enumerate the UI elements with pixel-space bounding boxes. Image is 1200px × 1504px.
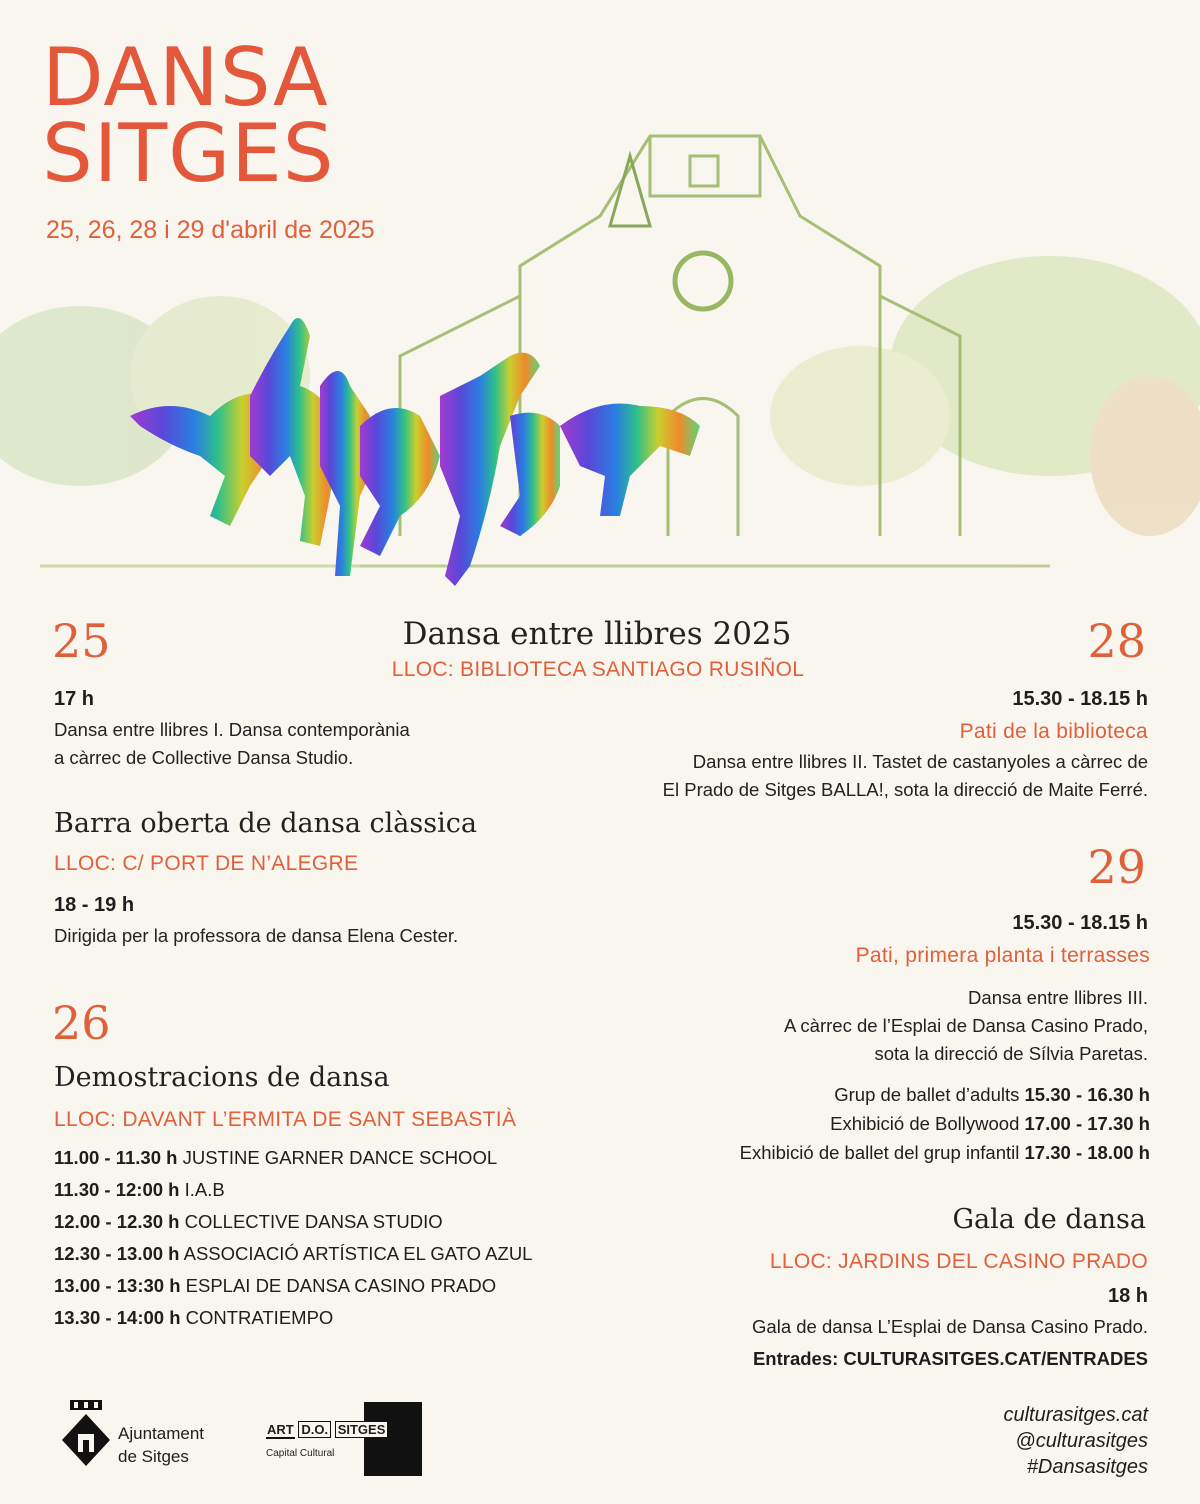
day-25-desc-line-2: a càrrec de Collective Dansa Studio. — [54, 747, 354, 768]
schedule-time: 11.30 - 12:00 h — [54, 1179, 180, 1200]
artdo-wordmark — [266, 1422, 388, 1437]
title-line-2: SITGES — [42, 107, 335, 200]
artdo-art: ART — [267, 1422, 294, 1437]
session-row — [740, 1138, 1150, 1167]
session-row — [740, 1109, 1150, 1138]
day-28-place: Pati de la biblioteca — [959, 720, 1148, 743]
schedule-performer: I.A.B — [184, 1179, 225, 1200]
schedule-row — [54, 1142, 532, 1174]
schedule-performer: CONTRATIEMPO — [185, 1307, 334, 1328]
day-29-sessions — [740, 1080, 1150, 1167]
schedule-performer: COLLECTIVE DANSA STUDIO — [184, 1211, 443, 1232]
schedule-row — [54, 1174, 532, 1206]
event-dates: 25, 26, 28 i 29 d'abril de 2025 — [46, 216, 375, 244]
artdo-subtitle: Capital Cultural — [266, 1448, 335, 1459]
schedule-row — [54, 1206, 532, 1238]
session-time: 17.30 - 18.00 h — [1024, 1142, 1150, 1163]
session-label: Grup de ballet d’adults — [834, 1084, 1020, 1105]
day-29-desc-line-3: sota la direcció de Sílvia Paretas. — [874, 1043, 1148, 1064]
artdo-sitges: SITGES — [335, 1421, 389, 1438]
session-label: Exhibició de Bollywood — [830, 1113, 1020, 1134]
schedule-performer: JUSTINE GARNER DANCE SCHOOL — [182, 1147, 498, 1168]
day-29-desc-line-2: A càrrec de l’Esplai de Dansa Casino Prado, — [783, 1015, 1148, 1036]
schedule-time: 11.00 - 11.30 h — [54, 1147, 178, 1168]
gala-location: LLOC: JARDINS DEL CASINO PRADO — [769, 1250, 1148, 1273]
schedule-row — [54, 1238, 532, 1270]
day-29-place: Pati, primera planta i terrasses — [855, 944, 1150, 967]
session-row — [740, 1080, 1150, 1109]
gala-time: 18 h — [1107, 1285, 1148, 1307]
barra-title: Barra oberta de dansa clàssica — [54, 808, 477, 839]
social-handle[interactable]: @culturasitges — [1015, 1430, 1148, 1452]
footer-links — [1003, 1402, 1148, 1480]
day-26-schedule — [54, 1142, 532, 1334]
tickets-link[interactable]: Entrades: CULTURASITGES.CAT/ENTRADES — [752, 1348, 1148, 1369]
barra-location: LLOC: C/ PORT DE N’ALEGRE — [54, 852, 359, 875]
day-29-desc-line-1: Dansa entre llibres III. — [968, 987, 1148, 1008]
schedule-performer: ESPLAI DE DANSA CASINO PRADO — [185, 1275, 497, 1296]
barra-time: 18 - 19 h — [54, 894, 135, 916]
schedule-row — [54, 1302, 532, 1334]
ajuntament-name — [118, 1422, 204, 1468]
barra-description: Dirigida per la professora de dansa Elena Cester. — [54, 925, 459, 946]
day-26-location: LLOC: DAVANT L’ERMITA DE SANT SEBASTIÀ — [54, 1108, 517, 1131]
schedule-row — [54, 1270, 532, 1302]
day-29-number: 29 — [1087, 840, 1146, 894]
artdo-do: D.O. — [298, 1421, 331, 1438]
schedule-time: 13.00 - 13:30 h — [54, 1275, 181, 1296]
day-29-time: 15.30 - 18.15 h — [1012, 912, 1148, 934]
center-event-title: Dansa entre llibres 2025 — [402, 616, 792, 652]
ajuntament-line-2: de Sitges — [118, 1447, 189, 1466]
chapel-dancers-illustration — [0, 96, 1200, 616]
day-25-number: 25 — [52, 614, 111, 668]
day-28-desc-line-1: Dansa entre llibres II. Tastet de castanyoles a càrrec de — [692, 751, 1148, 772]
gala-title: Gala de dansa — [952, 1204, 1146, 1235]
session-time: 15.30 - 16.30 h — [1024, 1084, 1150, 1105]
website-link[interactable]: culturasitges.cat — [1003, 1404, 1148, 1426]
day-28-description — [663, 748, 1148, 804]
center-event-location: LLOC: BIBLIOTECA SANTIAGO RUSIÑOL — [391, 658, 805, 681]
artdo-sitges-logo — [262, 1402, 422, 1476]
ajuntament-logo — [60, 1400, 230, 1480]
day-25-time: 17 h — [54, 688, 95, 710]
hashtag[interactable]: #Dansasitges — [1026, 1456, 1148, 1478]
schedule-time: 12.30 - 13.00 h — [54, 1243, 180, 1264]
artdo-black-block — [364, 1402, 422, 1476]
coat-of-arms-icon — [60, 1400, 112, 1478]
day-29-description — [784, 984, 1148, 1068]
day-25-desc-line-1: Dansa entre llibres I. Dansa contemporània — [54, 719, 410, 740]
day-26-number: 26 — [52, 996, 111, 1050]
day-28-time: 15.30 - 18.15 h — [1012, 688, 1148, 710]
day-26-title: Demostracions de dansa — [54, 1062, 390, 1093]
day-28-number: 28 — [1087, 614, 1146, 668]
session-label: Exhibició de ballet del grup infantil — [739, 1142, 1020, 1163]
title-line-1: DANSA — [42, 31, 329, 124]
schedule-time: 13.30 - 14:00 h — [54, 1307, 181, 1328]
day-28-desc-line-2: El Prado de Sitges BALLA!, sota la direcció de Maite Ferré. — [662, 779, 1148, 800]
session-time: 17.00 - 17.30 h — [1024, 1113, 1150, 1134]
schedule-performer: ASSOCIACIÓ ARTÍSTICA EL GATO AZUL — [183, 1243, 533, 1264]
gala-description: Gala de dansa L’Esplai de Dansa Casino Prado. — [752, 1316, 1148, 1337]
ajuntament-line-1: Ajuntament — [118, 1424, 204, 1443]
schedule-time: 12.00 - 12.30 h — [54, 1211, 180, 1232]
day-25-description — [54, 716, 410, 772]
foliage-sketch — [0, 256, 1200, 536]
